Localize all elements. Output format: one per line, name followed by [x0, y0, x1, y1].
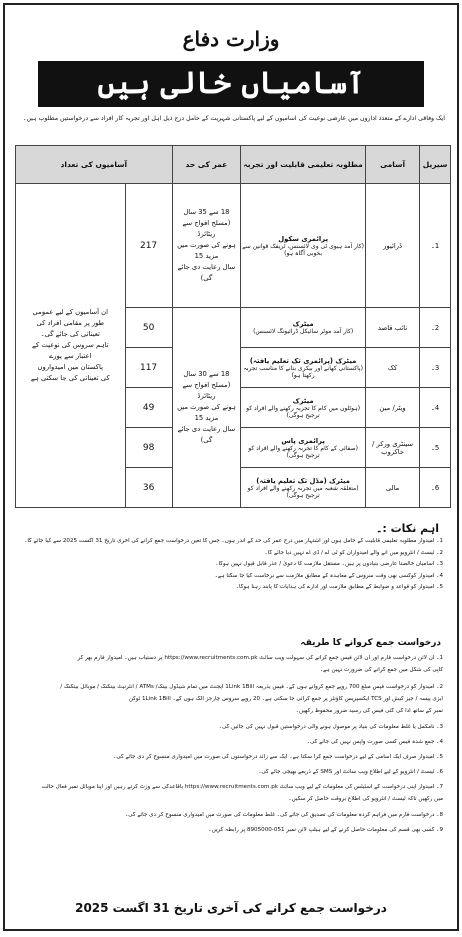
procedure-item: 2۔ امیدوار کو درخواست فیس مبلغ 700 روپے جمع کروانے ہوں گے۔ فیس بذریعہ 1Link 1Bill ایجنٹ میں تمام شیڈول بینک/ ATMs / انٹرنیٹ بینکنگ / موبائل بینکنگ / [60, 684, 443, 690]
count-cell: 217 [125, 184, 172, 308]
procedure-item: 5۔ امیدوار صرف ایک آسامی کے لیے درخواست جمع کرا سکتا ہے۔ ایک سے زائد درخواستوں کی صورت میں امیدواری منسوخ کر دی جائے گی۔ [113, 754, 443, 760]
remarks-cell [16, 184, 126, 508]
procedure-item: 9۔ کسی بھی قسم کی معلومات حاصل کرنے کے لیے ہیلپ لائن نمبر 051-8905000 پر رابطہ کریں۔ [208, 827, 443, 833]
header-age-limit: عمر کی حد [172, 146, 241, 184]
qualification-cell [241, 388, 366, 428]
remark-line: اعتبار سے پورے [49, 352, 92, 360]
remark-line: طور پر مقامی افراد کی [36, 319, 105, 327]
serial-cell: 2۔ [420, 308, 451, 348]
qualification-cell [241, 308, 366, 348]
serial-cell: 1۔ [420, 184, 451, 308]
remark-line: کی تعیناتی کی جا سکتی ہے [30, 374, 110, 382]
count-cell: 36 [125, 468, 172, 508]
table-row [16, 184, 451, 308]
procedure-item: 3۔ نامکمل یا غلط معلومات کی بنیاد پر موصول ہونے والی درخواستیں قبول نہیں کی جائیں گی۔ [218, 724, 443, 730]
count-cell: 117 [125, 348, 172, 388]
remark-line: تعیناتی کی جائے گی۔ [40, 330, 100, 338]
application-procedure-list [15, 655, 443, 840]
qualification-line: میٹرک [292, 320, 314, 328]
procedure-item: 4۔ جمع شدہ فیس کسی صورت واپس نہیں کی جائے گی۔ [306, 739, 443, 745]
note-item: 2۔ ٹیسٹ / انٹرویو میں آنے والے امیدواران کو ٹی اے / ڈی اے نہیں دیا جائے گا۔ [264, 549, 443, 556]
note-item: 4۔ امیدوار کوکسی بھی وقت سروس کے معاہدہ کے مطابق ملازمت سے برخاست کیا جا سکتا ہے۔ [214, 572, 443, 579]
age-line: (مسلح افواج سے ریٹائرڈ [182, 219, 231, 238]
serial-cell: 5۔ [420, 428, 451, 468]
age-limit-cell [172, 308, 241, 508]
advertisement-page [3, 3, 459, 931]
qualification-cell [241, 348, 366, 388]
experience-line: (کار آمد ہیوی ٹی وی لائسنس، ٹریفک قوانین سے بخوبی آگاہ ہو) [242, 242, 364, 257]
experience-line: (پاکستانی کھانے اور بیکری بنانے کا مناسب تجربہ رکھتا ہو) [243, 364, 363, 379]
note-item: 5۔ امیدوار کو قواعد و ضوابط کے مطابق ملازمت اور ادارے کی ہدایات کا پابند رہنا ہوگا۔ [235, 584, 443, 590]
serial-cell: 3۔ [420, 348, 451, 388]
age-line: 18 سے 30 سال [183, 370, 230, 378]
count-cell: 50 [125, 308, 172, 348]
serial-cell: 6۔ [420, 468, 451, 508]
count-cell: 49 [125, 388, 172, 428]
experience-line: (متعلقہ شعبہ میں تجربہ رکھنے والے افراد کو ترجیح ہوگی) [247, 484, 359, 499]
procedure-item: 1۔ آن لائن درخواست فارم اور آن لائن فیس جمع کرانے کی سہولت ویب سائٹ https://www.recruitments.com.pk پر دستیاب ہیں۔ امیدوار فارم بھر کر [77, 655, 443, 661]
age-line: سال رعایت دی جائے گی) [177, 263, 236, 282]
experience-line: (کار آمد موٹر سائیکل ڈرائیونگ لائسنس) [253, 328, 354, 335]
note-item: 3۔ آسامیاں خالصتاً عارضی بنیادوں پر ہیں۔ مستقل ملازمت کا دعویٰ / عذر قابل قبول نہیں ہوگا۔ [215, 561, 443, 567]
header-serial: سیریل [420, 146, 451, 184]
post-cell: سینٹری ورکر / خاکروب [366, 428, 420, 468]
header-qualification: مطلوبہ تعلیمی قابلیت اور تجربہ [241, 146, 366, 184]
remark-line: ان آسامیوں کے لیے عمومی [32, 308, 109, 316]
intro-text: ایک وفاقی ادارے کے متعدد اداروں میں عارضی نوعیت کی آسامیوں کے لیے پاکستانی شہریت کے حامل درج ذیل اہل اور تجربہ کار افراد سے درخواستیں مطلوب ہیں۔ [22, 115, 445, 122]
vacancies-table [15, 145, 451, 508]
important-notes-list [15, 538, 443, 596]
header-vacancy-count: آسامیوں کی تعداد [16, 146, 173, 184]
age-line: سال رعایت دی جائے گی) [177, 425, 236, 444]
procedure-item: 7۔ امیدوار اپنی درخواست کے اسٹیٹس کی معلومات کے لیے ویب سائٹ https://www.recruitments.com.pk باقاعدگی سے وزٹ کرتے رہیں اور اپنا موبائل نمبر فعال حالت [41, 784, 443, 790]
qualification-line: میٹرک (مڈل تک تعلیم یافتہ) [256, 476, 350, 485]
post-cell: نائب قاصد [366, 308, 420, 348]
qualification-line: پرائمری پاس [281, 436, 325, 445]
serial-cell: 4۔ [420, 388, 451, 428]
experience-line: (ہوٹلوں میں کام کا تجربہ رکھنے والے افراد کو ترجیح ہوگی) [246, 404, 361, 419]
procedure-item: کاپی کی شکل میں جمع کرانے کی ضرورت نہیں ہے۔ [319, 667, 443, 673]
experience-line: (صفائی کے کام کا تجربہ رکھنے والے افراد کو ترجیح ہوگی) [248, 444, 358, 459]
age-limit-cell [172, 184, 241, 308]
post-cell: مالی [366, 468, 420, 508]
age-line: 18 سے 35 سال [183, 208, 230, 216]
procedure-item: ایزی پیسہ / جیز کیش اور TCS ایکسپریس کاؤنٹر پر جمع کرائی جا سکتی ہے۔ 20 روپے سروس چارجز الگ ہوں گے۔ 1Link 1Bill ٹوکن [128, 696, 443, 702]
note-item: 1۔ امیدوار مطلوبہ تعلیمی قابلیت کے حامل ہوں اور اشتہار میں درج عمر کی حد کے اندر ہوں۔ جس کا تعین درخواست جمع کرانے کی آخری تاریخ 31 اگست 2025 سے کیا جائے گا۔ [24, 538, 443, 544]
important-notes-heading: اہم نکات :۔ [375, 522, 439, 535]
vacancies-banner: آسامیاں خالی ہیں [38, 61, 424, 107]
remark-line: پاکستان میں امیدواروں [37, 363, 103, 371]
qualification-line: پرائمری سکول [278, 234, 329, 243]
qualification-line: میٹرک [292, 396, 314, 405]
application-procedure-heading: درخواست جمع کروانے کا طریقہ [300, 638, 441, 648]
post-cell: کک [366, 348, 420, 388]
procedure-item: 6۔ ٹیسٹ / انٹرویو کے لیے اطلاع ویب سائٹ اور SMS کے ذریعے بھیجی جائے گی۔ [258, 769, 443, 775]
count-cell: 98 [125, 428, 172, 468]
header-post: آسامی [366, 146, 420, 184]
age-line: (مسلح افواج سے ریٹائرڈ [182, 381, 231, 400]
procedure-item: میں رکھیں تاکہ ٹیسٹ / انٹرویو کی اطلاع بروقت حاصل کر سکیں۔ [288, 796, 443, 802]
age-line: ہونے کی صورت میں مزید 15 [177, 241, 236, 260]
qualification-cell [241, 468, 366, 508]
age-line: ہونے کی صورت میں مزید 15 [177, 403, 236, 422]
procedure-item: نمبر کے ساتھ ادا کی گئی فیس کی رسید ضرور محفوظ رکھیں۔ [295, 708, 443, 714]
post-cell: ویٹر/ مین [366, 388, 420, 428]
remark-line: تاہم سروس کی نوعیت کے [32, 341, 109, 349]
qualification-cell [241, 428, 366, 468]
qualification-cell [241, 184, 366, 308]
post-cell: ڈرائیور [366, 184, 420, 308]
ministry-title: وزارت دفاع [182, 27, 280, 51]
deadline-footer: درخواست جمع کرانے کی آخری تاریخ 31 اگست 2025 [75, 901, 387, 915]
table-header-row [16, 146, 451, 184]
qualification-line: میٹرک (پرائمری تک تعلیم یافتہ) [249, 356, 357, 365]
procedure-item: 8۔ درخواست فارم میں فراہم کردہ معلومات کی تصدیق کی جائے گی۔ غلط معلومات کی صورت میں امیدواری منسوخ کر دی جائے گی۔ [124, 812, 443, 818]
